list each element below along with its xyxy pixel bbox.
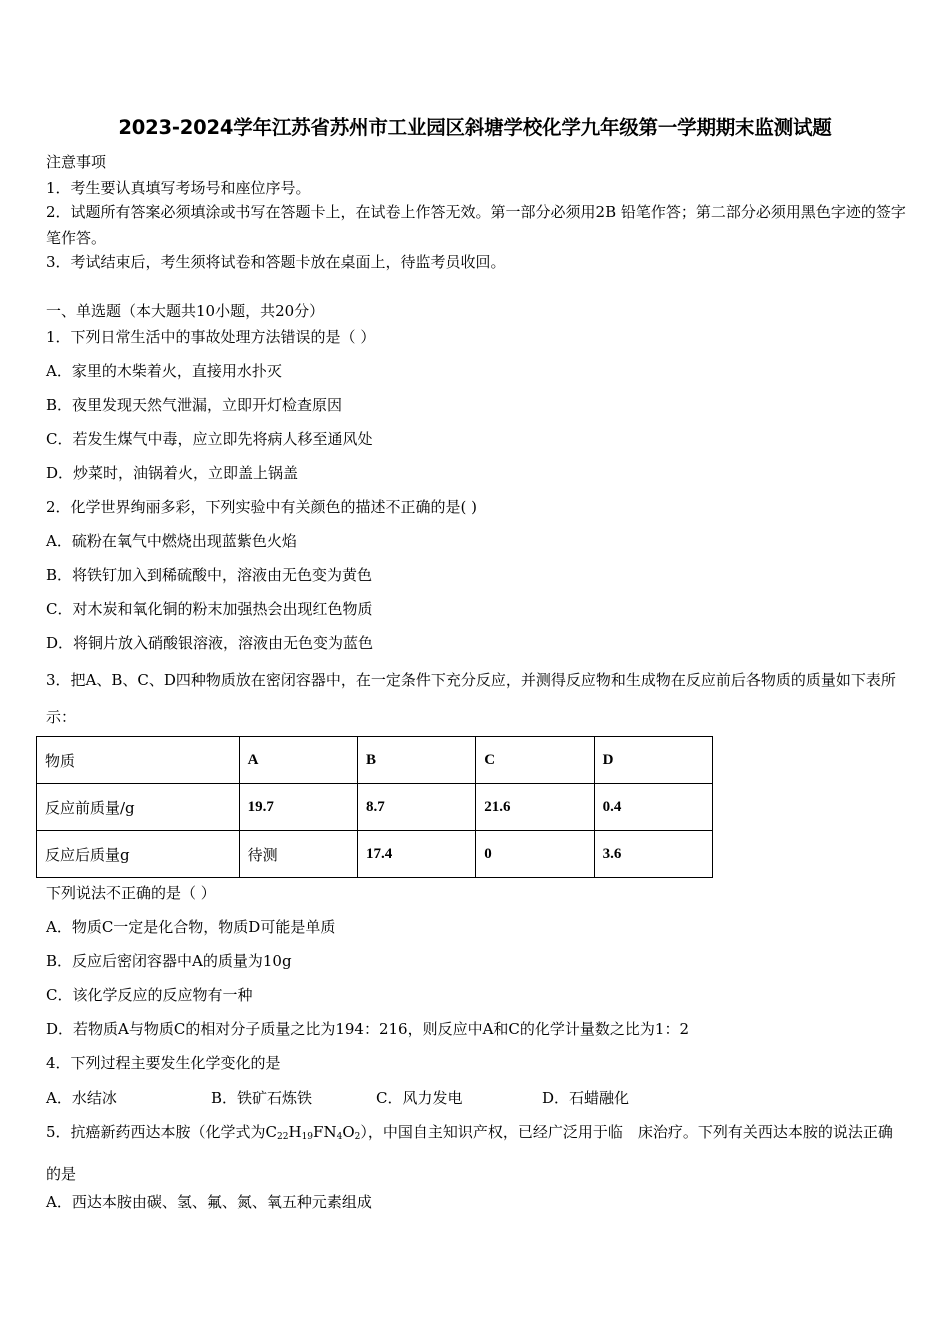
notice-item-3: 3．考试结束后，考生须将试卷和答题卡放在桌面上，待监考员收回。 bbox=[46, 253, 506, 271]
formula-subscript: 2 bbox=[354, 1132, 361, 1142]
q3-option-c: C．该化学反应的反应物有一种 bbox=[46, 986, 253, 1004]
formula-subscript: 4 bbox=[336, 1132, 343, 1142]
table-header-cell: D bbox=[594, 737, 712, 784]
notice-item-1: 1．考生要认真填写考场号和座位序号。 bbox=[46, 179, 311, 197]
q4-options-row bbox=[46, 1087, 906, 1107]
table-header-row bbox=[37, 737, 713, 784]
formula-subscript: 19 bbox=[301, 1132, 314, 1142]
q3-followup: 下列说法不正确的是（ ） bbox=[46, 884, 216, 902]
q3-stem: 3．把A、B、C、D四种物质放在密闭容器中，在一定条件下充分反应，并测得反应物和生成物在反应前后各物质的质量如下表所示： bbox=[46, 671, 896, 726]
table-row bbox=[37, 831, 713, 878]
q1-option-d: D．炒菜时，油锅着火，立即盖上锅盖 bbox=[46, 464, 299, 482]
q3-option-a: A．物质C一定是化合物，物质D可能是单质 bbox=[46, 918, 336, 936]
chemical-formula bbox=[277, 1123, 360, 1141]
q5-stem-after: ），中国自主知识产权，已经广泛用于临 床治疗。下列有关西达本胺的说法正确的是 bbox=[46, 1123, 893, 1183]
q2-option-d: D．将铜片放入硝酸银溶液，溶液由无色变为蓝色 bbox=[46, 634, 374, 652]
table-cell: 0 bbox=[476, 831, 594, 878]
q5-option-a: A．西达本胺由碳、氢、氟、氮、氧五种元素组成 bbox=[46, 1193, 372, 1211]
q1-option-c: C．若发生煤气中毒，应立即先将病人移至通风处 bbox=[46, 430, 373, 448]
q4-option-c: C．风力发电 bbox=[376, 1089, 463, 1107]
formula-element: H bbox=[288, 1123, 302, 1141]
q1-option-a: A．家里的木柴着火，直接用水扑灭 bbox=[46, 362, 282, 380]
formula-element: O bbox=[342, 1123, 355, 1141]
exam-title: 2023-2024学年江苏省苏州市工业园区斜塘学校化学九年级第一学期期末监测试题 bbox=[118, 116, 832, 139]
q4-option-d: D．石蜡融化 bbox=[542, 1089, 630, 1107]
q2-stem: 2．化学世界绚丽多彩，下列实验中有关颜色的描述不正确的是( ) bbox=[46, 498, 478, 516]
q5-stem bbox=[46, 1114, 906, 1193]
table-cell: 3.6 bbox=[594, 831, 712, 878]
q3-option-d: D．若物质A与物质C的相对分子质量之比为194：216，则反应中A和C的化学计量数之比为1：2 bbox=[46, 1020, 689, 1038]
table-cell: 19.7 bbox=[239, 784, 357, 831]
table-cell: 反应前质量/g bbox=[37, 784, 240, 831]
q2-option-a: A．硫粉在氧气中燃烧出现蓝紫色火焰 bbox=[46, 532, 297, 550]
q4-stem: 4．下列过程主要发生化学变化的是 bbox=[46, 1054, 281, 1072]
table-cell: 21.6 bbox=[476, 784, 594, 831]
q1-option-b: B．夜里发现天然气泄漏，立即开灯检查原因 bbox=[46, 396, 343, 414]
table-header-cell: A bbox=[239, 737, 357, 784]
table-cell: 反应后质量g bbox=[37, 831, 240, 878]
formula-element: FN bbox=[313, 1123, 337, 1141]
formula-subscript: 22 bbox=[277, 1132, 289, 1142]
table-row bbox=[37, 784, 713, 831]
table-header-cell: B bbox=[357, 737, 475, 784]
q3-mass-table bbox=[36, 736, 713, 878]
table-cell: 0.4 bbox=[594, 784, 712, 831]
notice-heading: 注意事项 bbox=[46, 153, 107, 171]
table-header-cell: C bbox=[476, 737, 594, 784]
table-header-cell: 物质 bbox=[37, 737, 240, 784]
q5-stem-before: 5．抗癌新药西达本胺（化学式为C bbox=[46, 1123, 278, 1141]
q1-stem: 1．下列日常生活中的事故处理方法错误的是（ ） bbox=[46, 328, 376, 346]
q4-option-b: B．铁矿石炼铁 bbox=[211, 1089, 313, 1107]
table-cell: 17.4 bbox=[357, 831, 475, 878]
q2-option-b: B．将铁钉加入到稀硫酸中，溶液由无色变为黄色 bbox=[46, 566, 373, 584]
q2-option-c: C．对木炭和氧化铜的粉末加强热会出现红色物质 bbox=[46, 600, 373, 618]
notice-item-2: 2．试题所有答案必须填涂或书写在答题卡上，在试卷上作答无效。第一部分必须用2B 铅笔作答；第二部分必须用黑色字迹的签字笔作答。 bbox=[46, 203, 906, 247]
section-heading: 一、单选题（本大题共10小题，共20分） bbox=[46, 302, 325, 320]
table-cell: 8.7 bbox=[357, 784, 475, 831]
q4-option-a: A．水结冰 bbox=[46, 1089, 117, 1107]
table-cell: 待测 bbox=[239, 831, 357, 878]
q3-option-b: B．反应后密闭容器中A的质量为10g bbox=[46, 952, 292, 970]
